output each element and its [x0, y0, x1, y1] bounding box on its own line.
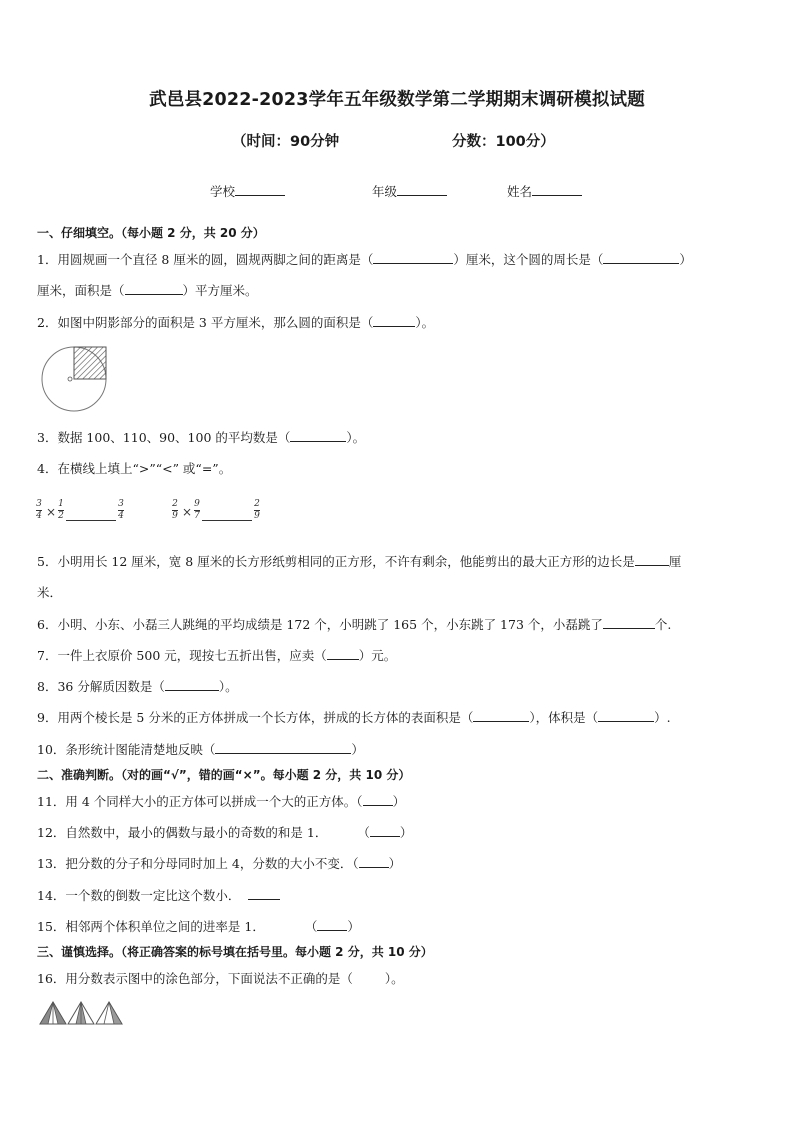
frac-e2-2: 9 7: [194, 499, 200, 521]
q1-blank-1[interactable]: [373, 251, 453, 264]
question-1: 1．用圆规画一个直径 8 厘米的圆，圆规两脚之间的距离是（ ）厘米，这个圆的周长是（ ）: [37, 252, 692, 267]
triangles-figure: [38, 1000, 130, 1026]
question-15: 15．相邻两个体积单位之间的进率是 1． （ ）: [37, 919, 360, 934]
frac-e2-1: 2 9: [172, 499, 178, 521]
section-1-heading: 一、仔细填空。（每小题 2 分，共 20 分）: [37, 226, 265, 240]
frac-e2-3: 2 9: [254, 499, 260, 521]
question-12: 12．自然数中，最小的偶数与最小的奇数的和是 1． （ ）: [37, 825, 413, 840]
q14-blank[interactable]: [248, 887, 280, 900]
q3-blank[interactable]: [290, 429, 346, 442]
name-field[interactable]: [507, 182, 582, 200]
grade-blank[interactable]: [397, 184, 447, 196]
question-4: 4．在横线上填上“>”“<” 或“=”。: [37, 461, 232, 476]
question-10: 10．条形统计图能清楚地反映（ ）: [37, 742, 364, 757]
exam-score: 分数：100分）: [452, 134, 555, 150]
question-11: 11．用 4 个同样大小的正方体可以拼成一个大的正方体。（ ）: [37, 794, 406, 809]
section-2-heading: 二、准确判断。（对的画“√”，错的画“×”。每小题 2 分，共 10 分）: [37, 768, 411, 782]
question-3: 3．数据 100、110、90、100 的平均数是（ ）。: [37, 430, 366, 445]
exam-title: 武邑县2022-2023学年五年级数学第二学期期末调研模拟试题: [149, 90, 645, 110]
question-5: 5．小明用长 12 厘米，宽 8 厘米的长方形纸剪相同的正方形，不许有剩余，他能剪出的最大正方形的边长是 厘: [37, 554, 682, 569]
school-blank[interactable]: [235, 184, 285, 196]
q9-blank-1[interactable]: [473, 709, 529, 722]
question-1-cont: 厘米，面积是（ ）平方厘米。: [37, 283, 258, 298]
school-label: 学校: [210, 184, 236, 199]
q9-blank-2[interactable]: [598, 709, 654, 722]
question-6: 6．小明、小东、小磊三人跳绳的平均成绩是 172 个，小明跳了 165 个，小东跳了 173 个，小磊跳了 个.: [37, 617, 672, 632]
q11-blank[interactable]: [363, 793, 393, 806]
exam-time: （时间：90分钟: [232, 134, 340, 150]
q13-blank[interactable]: [359, 855, 389, 868]
frac-e1-3: 3 4: [118, 499, 124, 521]
name-label: 姓名: [507, 184, 533, 199]
times-sign-1: ×: [46, 505, 57, 519]
compare-blank-2[interactable]: [202, 520, 252, 521]
q12-blank[interactable]: [370, 824, 400, 837]
circle-shaded-figure: [40, 342, 116, 414]
compare-blank-1[interactable]: [66, 520, 116, 521]
q15-blank[interactable]: [317, 918, 347, 931]
grade-label: 年级: [372, 184, 398, 199]
q7-blank[interactable]: [327, 647, 359, 660]
school-field[interactable]: [210, 182, 285, 200]
q2-blank[interactable]: [373, 314, 415, 327]
times-sign-2: ×: [182, 505, 193, 519]
q1-blank-3[interactable]: [125, 282, 183, 295]
section-3-heading: 三、谨慎选择。（将正确答案的标号填在括号里。每小题 2 分，共 10 分）: [37, 945, 433, 959]
question-8: 8．36 分解质因数是（ ）。: [37, 679, 238, 694]
question-13: 13．把分数的分子和分母同时加上 4，分数的大小不变．（ ）: [37, 856, 402, 871]
question-9: 9．用两个棱长是 5 分米的正方体拼成一个长方体，拼成的长方体的表面积是（ ），体积是（ ）.: [37, 710, 671, 725]
q8-blank[interactable]: [165, 678, 219, 691]
q5-blank[interactable]: [635, 553, 669, 566]
q1-blank-2[interactable]: [603, 251, 679, 264]
grade-field[interactable]: [372, 182, 447, 200]
q10-blank[interactable]: [215, 741, 351, 754]
question-14: 14．一个数的倒数一定比这个数小．: [37, 886, 280, 904]
frac-e1-2: 1 2: [58, 499, 64, 521]
question-7: 7．一件上衣原价 500 元，现按七五折出售，应卖（ ）元。: [37, 648, 397, 663]
question-5-cont: 米．: [37, 585, 63, 600]
q6-blank[interactable]: [603, 616, 655, 629]
frac-e1-1: 3 4: [36, 499, 42, 521]
question-2: 2．如图中阴影部分的面积是 3 平方厘米，那么圆的面积是（ ）。: [37, 315, 435, 330]
name-blank[interactable]: [532, 184, 582, 196]
question-16: 16．用分数表示图中的涂色部分，下面说法不正确的是（ ）。: [37, 971, 404, 986]
